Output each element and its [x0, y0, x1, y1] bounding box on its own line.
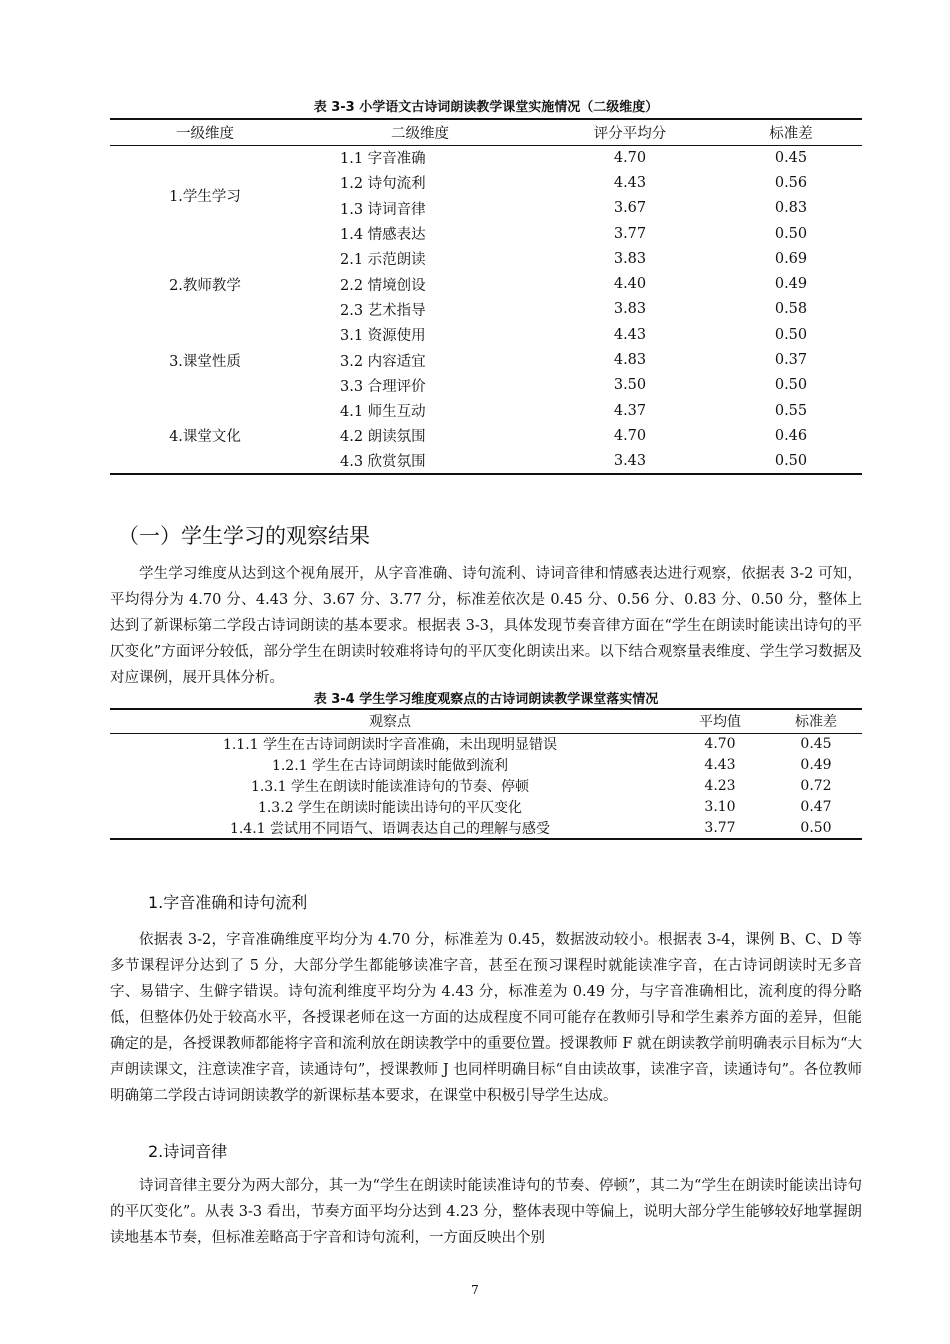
table-3-4: [110, 708, 862, 840]
level2-cell: 2.1 示范朗读: [340, 252, 426, 269]
table-row: [110, 797, 862, 818]
mean-cell: 3.83: [613, 301, 647, 318]
sd-cell: 0.50: [800, 819, 832, 836]
point-cell: 1.2.1 学生在古诗词朗读时能做到流利: [271, 757, 509, 774]
level1-cell: 3.课堂性质: [169, 353, 241, 370]
col-header-mean: 评分平均分: [540, 119, 720, 145]
mean-cell: 4.43: [704, 756, 736, 773]
subsection-heading: 2.诗词音律: [148, 1142, 228, 1161]
level2-cell: 1.4 情感表达: [340, 227, 426, 244]
level2-cell: 1.3 诗词音律: [340, 201, 426, 218]
level2-cell: 4.3 欣赏氛围: [340, 454, 426, 471]
mean-cell: 3.67: [613, 200, 647, 217]
mean-cell: 3.83: [613, 250, 647, 267]
mean-cell: 4.37: [613, 402, 647, 419]
sd-cell: 0.49: [800, 756, 832, 773]
col-header-sd: 标准差: [770, 709, 862, 733]
table-header-row: [110, 119, 862, 145]
sd-cell: 0.72: [800, 777, 832, 794]
sd-cell: 0.83: [774, 200, 808, 217]
table-row: [110, 754, 862, 775]
table-row: [110, 818, 862, 839]
level2-cell: 3.2 内容适宜: [340, 353, 426, 370]
sd-cell: 0.50: [774, 225, 808, 242]
level2-cell: 4.1 师生互动: [340, 404, 426, 421]
mean-cell: 4.43: [613, 326, 647, 343]
mean-cell: 4.40: [613, 276, 647, 293]
sd-cell: 0.45: [800, 735, 832, 752]
level2-cell: 2.3 艺术指导: [340, 302, 426, 319]
level2-cell: 4.2 朗读氛围: [340, 429, 426, 446]
sd-cell: 0.55: [774, 402, 808, 419]
mean-cell: 4.23: [704, 777, 736, 794]
col-header-point: 观察点: [110, 709, 670, 733]
sd-cell: 0.37: [774, 352, 808, 369]
sd-cell: 0.50: [774, 326, 808, 343]
table-row: [110, 246, 862, 271]
subsection-paragraph: 诗词音律主要分为两大部分，其一为“学生在朗读时能读准诗句的节奏、停顿”，其二为“学生在朗读时能读出诗句的平仄变化”。从表 3-3 看出，节奏方面平均分达到 4.23 分，整体表现中等偏上，说明大部分学生能够较好地掌握朗读地基本节奏，但标准差略高于字音和诗句流利，一方面反映出个别: [110, 1178, 862, 1246]
sd-cell: 0.50: [774, 452, 808, 469]
mean-cell: 4.43: [613, 174, 647, 191]
level1-cell: 4.课堂文化: [169, 428, 241, 445]
level2-cell: 1.1 字音准确: [340, 151, 426, 168]
section-heading: （一）学生学习的观察结果: [118, 524, 370, 548]
point-cell: 1.3.2 学生在朗读时能读出诗句的平仄变化: [257, 800, 523, 817]
point-cell: 1.3.1 学生在朗读时能读准诗句的节奏、停顿: [250, 778, 530, 795]
level2-cell: 3.3 合理评价: [340, 378, 426, 395]
sd-cell: 0.56: [774, 174, 808, 191]
table-row: [110, 145, 862, 170]
sd-cell: 0.69: [774, 250, 808, 267]
subsection-heading: 1.字音准确和诗句流利: [148, 893, 308, 912]
section-paragraph: 学生学习维度从达到这个视角展开，从字音准确、诗句流利、诗词音律和情感表达进行观察，依据表 3-2 可知，平均得分为 4.70 分、4.43 分、3.67 分、3.77 分，标准差依次是 0.45 分、0.56 分、0.83 分、0.50 分，整体上达到了新课标第二学段古诗词朗读的基本要求。根据表 3-3，具体发现节奏音律方面在“学生在朗读时能读出诗句的平仄变化”方面评分较低，部分学生在朗读时较难将诗句的平仄变化朗读出来。以下结合观察量表维度、学生学习数据及对应课例，展开具体分析。: [110, 566, 862, 686]
col-header-mean: 平均值: [670, 709, 770, 733]
level2-cell: 1.2 诗句流利: [340, 176, 426, 193]
table-3-4-caption: 表 3-4 学生学习维度观察点的古诗词朗读教学课堂落实情况: [313, 692, 659, 707]
level2-cell: 3.1 资源使用: [340, 328, 426, 345]
table-row: [110, 775, 862, 796]
level1-cell: 2.教师教学: [169, 277, 241, 294]
mean-cell: 4.70: [613, 149, 647, 166]
mean-cell: 3.10: [704, 799, 736, 816]
sd-cell: 0.49: [774, 276, 808, 293]
table-3-3-caption: 表 3-3 小学语文古诗词朗读教学课堂实施情况（二级维度）: [313, 100, 659, 115]
mean-cell: 3.50: [613, 377, 647, 394]
sd-cell: 0.45: [774, 149, 808, 166]
level2-cell: 2.2 情境创设: [340, 277, 426, 294]
sd-cell: 0.58: [774, 301, 808, 318]
point-cell: 1.1.1 学生在古诗词朗读时字音准确，未出现明显错误: [222, 736, 558, 753]
level1-cell: 1.学生学习: [169, 189, 241, 206]
mean-cell: 4.83: [613, 352, 647, 369]
mean-cell: 3.77: [613, 225, 647, 242]
sd-cell: 0.50: [774, 377, 808, 394]
table-row: [110, 322, 862, 347]
mean-cell: 3.43: [613, 452, 647, 469]
subsection-paragraph: 依据表 3-2，字音准确维度平均分为 4.70 分，标准差为 0.45，数据波动较小。根据表 3-4，课例 B、C、D 等多节课程评分达到了 5 分，大部分学生都能够读准字音，甚至在预习课程时就能读准字音，在古诗词朗读时无多音字、易错字、生僻字错误。诗句流利维度平均分为 4.43 分，标准差为 0.49 分，与字音准确相比，流利度的得分略低，但整体仍处于较高水平，各授课老师在这一方面的达成程度不同可能存在教师引导和学生素养方面的差异，但能确定的是，各授课教师都能将字音和流利放在朗读教学中的重要位置。授课教师 F 就在朗读教学前明确表示目标为“大声朗读课文，注意读准字音，读通诗句”，授课教师 J 也同样明确目标“自由读故事，读准字音，读通诗句”。各位教师明确第二学段古诗词朗读教学的新课标基本要求，在课堂中积极引导学生达成。: [110, 932, 862, 1104]
sd-cell: 0.47: [800, 799, 832, 816]
table-3-3: [110, 118, 862, 475]
col-header-sd: 标准差: [720, 119, 862, 145]
col-header-level1: 一级维度: [110, 119, 300, 145]
page-number: 7: [471, 1283, 479, 1297]
table-header-row: [110, 709, 862, 733]
point-cell: 1.4.1 尝试用不同语气、语调表达自己的理解与感受: [229, 820, 551, 837]
sd-cell: 0.46: [774, 427, 808, 444]
mean-cell: 4.70: [613, 427, 647, 444]
col-header-level2: 二级维度: [300, 119, 540, 145]
table-row: [110, 733, 862, 754]
mean-cell: 4.70: [704, 735, 736, 752]
table-row: [110, 398, 862, 423]
mean-cell: 3.77: [704, 819, 736, 836]
